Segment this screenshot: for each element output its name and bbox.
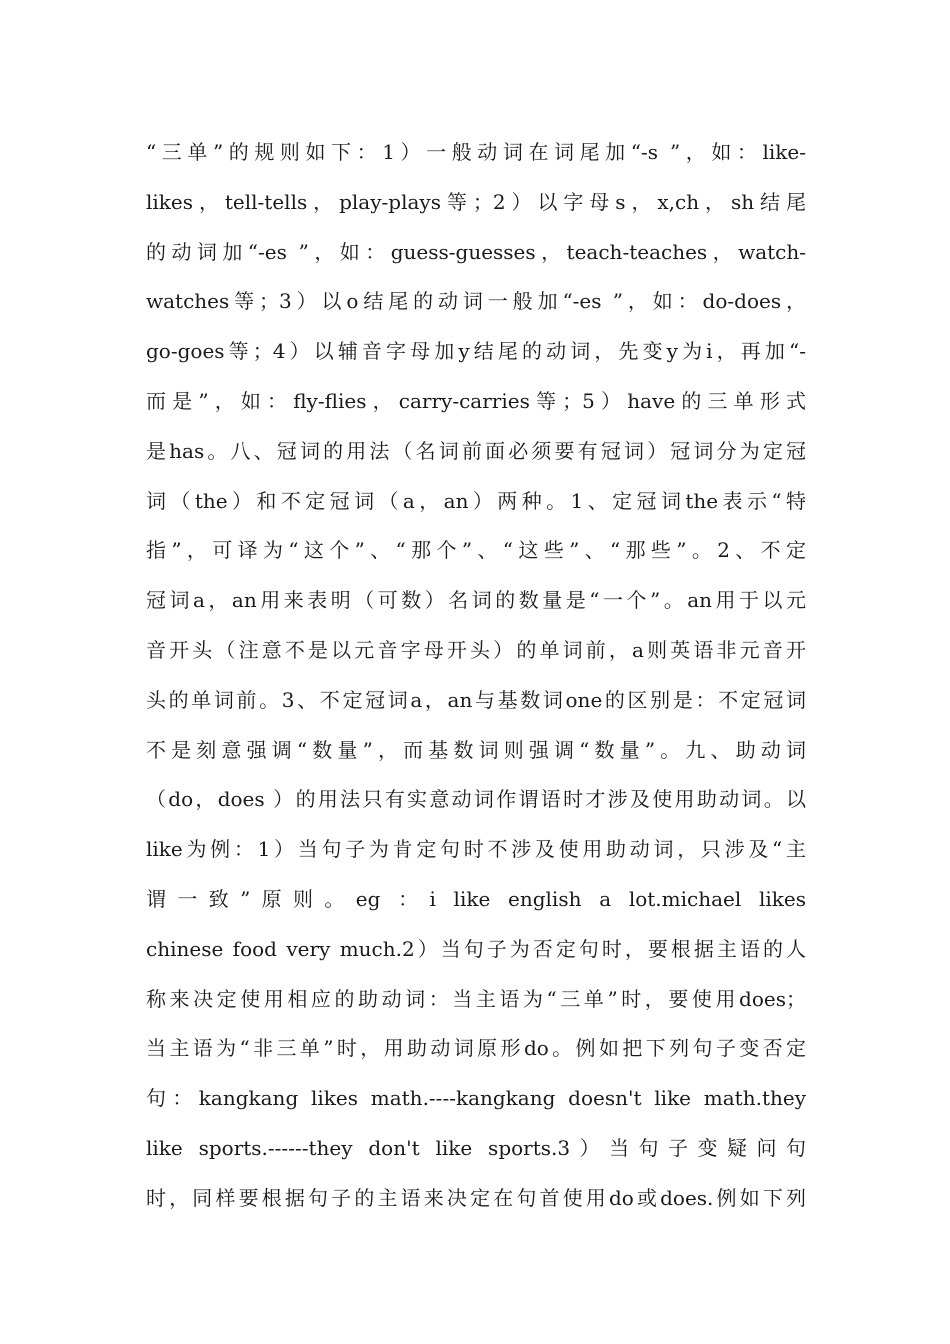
text-line: 音开头（注意不是以元音字母开头）的单词前，a则英语非元音开: [146, 637, 806, 662]
text-line: 谓一致”原则。eg ：i like english a lot.michael likes: [146, 886, 806, 911]
text-line: 指”，可译为“这个”、“那个”、“这些”、“那些”。2、不定: [146, 538, 806, 563]
text-line: chinese food very much.2）当句子为否定句时，要根据主语的人: [146, 936, 806, 961]
text-line: 当主语为“非三单”时，用助动词原形do。例如把下列句子变否定: [146, 1036, 806, 1061]
text-line: watches等；3）以o结尾的动词一般加“-es ”，如：do-does，: [146, 289, 806, 314]
text-line: 是has。八、冠词的用法（名词前面必须要有冠词）冠词分为定冠: [146, 438, 806, 463]
text-line: 而是”，如：fly-flies，carry-carries等；5）have的三单形式: [146, 388, 806, 413]
text-line: likes，tell-tells，play-plays等；2）以字母s，x,ch，sh结尾: [146, 189, 806, 214]
text-line: 冠词a，an用来表明（可数）名词的数量是“一个”。an用于以元: [146, 588, 806, 613]
text-line: 句：kangkang likes math.----kangkang doesn't like math.they: [146, 1086, 806, 1111]
text-line: 不是刻意强调“数量”，而基数词则强调“数量”。九、助动词: [146, 737, 806, 762]
text-line: （do，does ）的用法只有实意动词作谓语时才涉及使用助动词。以: [146, 787, 806, 812]
text-line: 的动词加“-es ”，如：guess-guesses，teach-teaches，watch-: [146, 239, 806, 264]
text-line: 头的单词前。3、不定冠词a，an与基数词one的区别是：不定冠词: [146, 687, 806, 712]
text-line: 词（the）和不定冠词（a，an）两种。1、定冠词the表示“特: [146, 488, 806, 513]
body-text: [146, 128, 806, 1224]
text-line: like sports.------they don't like sports.3）当句子变疑问句: [146, 1135, 806, 1160]
text-line: 时，同样要根据句子的主语来决定在句首使用do或does.例如下列: [146, 1185, 806, 1210]
text-line: go-goes等；4）以辅音字母加y结尾的动词，先变y为i，再加“-: [146, 339, 806, 364]
text-line: 称来决定使用相应的助动词：当主语为“三单”时，要使用does；: [146, 986, 806, 1011]
text-line: “三单”的规则如下：1）一般动词在词尾加“-s ”，如：like-: [146, 140, 806, 164]
text-line: like为例：1）当句子为肯定句时不涉及使用助动词，只涉及“主: [146, 837, 806, 862]
